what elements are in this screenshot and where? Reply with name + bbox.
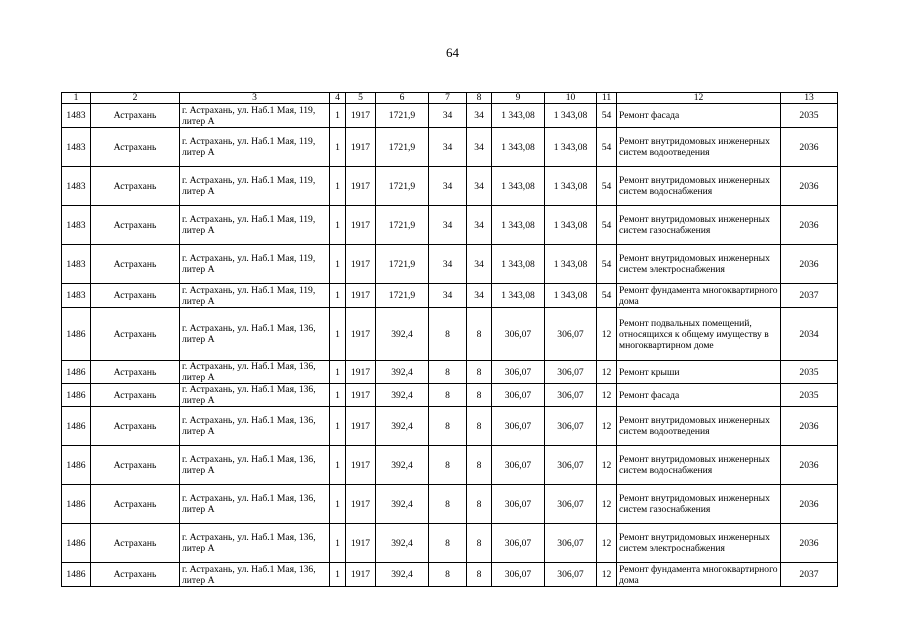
table-row — [62, 524, 838, 563]
table-row — [62, 446, 838, 485]
cell-city: Астрахань — [91, 384, 180, 407]
column-header: 9 — [492, 93, 545, 104]
cell-residential-area: 1 343,08 — [545, 167, 597, 206]
cell-count: 1 — [330, 524, 346, 563]
cell-work-type: Ремонт внутридомовых инженерных систем газоснабжения — [617, 206, 781, 245]
cell-address: г. Астрахань, ул. Наб.1 Мая, 119, литер А — [180, 128, 330, 167]
cell-area: 392,4 — [376, 308, 429, 361]
cell-total-premises: 34 — [429, 206, 467, 245]
cell-residential-premises: 34 — [467, 128, 492, 167]
cell-total-premises: 34 — [429, 104, 467, 128]
cell-count: 1 — [330, 104, 346, 128]
cell-residential-area: 306,07 — [545, 407, 597, 446]
cell-area: 1721,9 — [376, 245, 429, 284]
cell-year: 1917 — [346, 245, 376, 284]
cell-city: Астрахань — [91, 407, 180, 446]
cell-area: 1721,9 — [376, 284, 429, 308]
cell-residential-area: 1 343,08 — [545, 104, 597, 128]
cell-area: 1721,9 — [376, 128, 429, 167]
cell-object-id: 1483 — [62, 206, 91, 245]
cell-residential-premises: 8 — [467, 524, 492, 563]
cell-year: 1917 — [346, 563, 376, 587]
cell-address: г. Астрахань, ул. Наб.1 Мая, 136, литер А — [180, 407, 330, 446]
table-row — [62, 167, 838, 206]
cell-object-id: 1483 — [62, 167, 91, 206]
cell-city: Астрахань — [91, 308, 180, 361]
cell-residential-premises: 34 — [467, 206, 492, 245]
cell-count: 1 — [330, 206, 346, 245]
cell-residential-premises: 8 — [467, 361, 492, 384]
cell-residential-area: 306,07 — [545, 446, 597, 485]
cell-planned-year: 2036 — [781, 407, 838, 446]
cell-object-id: 1486 — [62, 446, 91, 485]
cell-residential-area: 1 343,08 — [545, 206, 597, 245]
cell-year: 1917 — [346, 384, 376, 407]
column-header: 10 — [545, 93, 597, 104]
cell-residents: 12 — [597, 446, 617, 485]
cell-residential-premises: 8 — [467, 446, 492, 485]
column-header: 11 — [597, 93, 617, 104]
cell-planned-year: 2036 — [781, 446, 838, 485]
cell-planned-year: 2037 — [781, 284, 838, 308]
cell-year: 1917 — [346, 308, 376, 361]
cell-total-premises: 8 — [429, 485, 467, 524]
cell-residential-premises: 34 — [467, 284, 492, 308]
cell-object-id: 1486 — [62, 485, 91, 524]
cell-area: 392,4 — [376, 407, 429, 446]
cell-address: г. Астрахань, ул. Наб.1 Мая, 119, литер А — [180, 284, 330, 308]
cell-city: Астрахань — [91, 563, 180, 587]
cell-work-type: Ремонт внутридомовых инженерных систем электроснабжения — [617, 245, 781, 284]
column-header: 3 — [180, 93, 330, 104]
cell-area: 392,4 — [376, 446, 429, 485]
cell-planned-year: 2035 — [781, 384, 838, 407]
cell-residential-area: 306,07 — [545, 308, 597, 361]
cell-total-area: 306,07 — [492, 524, 545, 563]
cell-work-type: Ремонт подвальных помещений, относящихся к общему имуществу в многоквартирном доме — [617, 308, 781, 361]
cell-count: 1 — [330, 446, 346, 485]
cell-address: г. Астрахань, ул. Наб.1 Мая, 136, литер А — [180, 384, 330, 407]
cell-residential-area: 306,07 — [545, 524, 597, 563]
cell-address: г. Астрахань, ул. Наб.1 Мая, 136, литер А — [180, 524, 330, 563]
cell-total-premises: 8 — [429, 563, 467, 587]
cell-year: 1917 — [346, 284, 376, 308]
table-row — [62, 407, 838, 446]
cell-residents: 12 — [597, 361, 617, 384]
cell-residents: 54 — [597, 104, 617, 128]
cell-total-premises: 34 — [429, 284, 467, 308]
cell-residential-area: 306,07 — [545, 384, 597, 407]
cell-planned-year: 2036 — [781, 167, 838, 206]
column-header: 1 — [62, 93, 91, 104]
cell-address: г. Астрахань, ул. Наб.1 Мая, 136, литер А — [180, 446, 330, 485]
cell-city: Астрахань — [91, 206, 180, 245]
cell-count: 1 — [330, 245, 346, 284]
cell-year: 1917 — [346, 407, 376, 446]
cell-area: 392,4 — [376, 485, 429, 524]
column-header: 4 — [330, 93, 346, 104]
cell-residential-area: 306,07 — [545, 563, 597, 587]
cell-total-area: 306,07 — [492, 384, 545, 407]
cell-planned-year: 2034 — [781, 308, 838, 361]
cell-object-id: 1483 — [62, 128, 91, 167]
cell-work-type: Ремонт крыши — [617, 361, 781, 384]
table-row — [62, 361, 838, 384]
cell-object-id: 1483 — [62, 104, 91, 128]
cell-residents: 54 — [597, 245, 617, 284]
cell-count: 1 — [330, 284, 346, 308]
cell-residential-premises: 34 — [467, 104, 492, 128]
cell-total-area: 1 343,08 — [492, 206, 545, 245]
cell-year: 1917 — [346, 167, 376, 206]
cell-residential-premises: 8 — [467, 407, 492, 446]
cell-planned-year: 2036 — [781, 524, 838, 563]
cell-residential-area: 306,07 — [545, 485, 597, 524]
cell-residential-premises: 8 — [467, 308, 492, 361]
cell-total-premises: 8 — [429, 384, 467, 407]
table-row — [62, 563, 838, 587]
cell-work-type: Ремонт внутридомовых инженерных систем водоотведения — [617, 128, 781, 167]
cell-object-id: 1486 — [62, 563, 91, 587]
cell-area: 392,4 — [376, 563, 429, 587]
cell-total-area: 1 343,08 — [492, 167, 545, 206]
cell-year: 1917 — [346, 104, 376, 128]
cell-city: Астрахань — [91, 446, 180, 485]
cell-total-premises: 8 — [429, 524, 467, 563]
cell-total-area: 306,07 — [492, 446, 545, 485]
cell-count: 1 — [330, 384, 346, 407]
cell-city: Астрахань — [91, 104, 180, 128]
cell-object-id: 1483 — [62, 245, 91, 284]
column-header: 5 — [346, 93, 376, 104]
cell-total-premises: 8 — [429, 308, 467, 361]
cell-residents: 54 — [597, 206, 617, 245]
table-row — [62, 104, 838, 128]
cell-residential-premises: 34 — [467, 245, 492, 284]
cell-total-area: 306,07 — [492, 308, 545, 361]
cell-address: г. Астрахань, ул. Наб.1 Мая, 119, литер А — [180, 104, 330, 128]
cell-residents: 12 — [597, 407, 617, 446]
cell-planned-year: 2036 — [781, 245, 838, 284]
cell-total-premises: 34 — [429, 167, 467, 206]
table-row — [62, 206, 838, 245]
table-row — [62, 308, 838, 361]
cell-area: 392,4 — [376, 524, 429, 563]
cell-count: 1 — [330, 485, 346, 524]
cell-work-type: Ремонт внутридомовых инженерных систем водоснабжения — [617, 446, 781, 485]
cell-area: 1721,9 — [376, 167, 429, 206]
cell-address: г. Астрахань, ул. Наб.1 Мая, 136, литер А — [180, 308, 330, 361]
cell-city: Астрахань — [91, 167, 180, 206]
table-row — [62, 284, 838, 308]
cell-total-area: 1 343,08 — [492, 284, 545, 308]
cell-residents: 12 — [597, 485, 617, 524]
cell-year: 1917 — [346, 206, 376, 245]
cell-total-area: 1 343,08 — [492, 128, 545, 167]
cell-work-type: Ремонт фундамента многоквартирного дома — [617, 563, 781, 587]
cell-work-type: Ремонт фундамента многоквартирного дома — [617, 284, 781, 308]
cell-work-type: Ремонт внутридомовых инженерных систем газоснабжения — [617, 485, 781, 524]
cell-total-area: 306,07 — [492, 361, 545, 384]
cell-total-premises: 8 — [429, 361, 467, 384]
table-row — [62, 128, 838, 167]
cell-residential-premises: 8 — [467, 485, 492, 524]
cell-total-premises: 34 — [429, 245, 467, 284]
table-row — [62, 384, 838, 407]
cell-total-premises: 8 — [429, 446, 467, 485]
cell-count: 1 — [330, 128, 346, 167]
cell-address: г. Астрахань, ул. Наб.1 Мая, 119, литер А — [180, 167, 330, 206]
cell-address: г. Астрахань, ул. Наб.1 Мая, 136, литер А — [180, 485, 330, 524]
cell-planned-year: 2036 — [781, 128, 838, 167]
cell-area: 392,4 — [376, 384, 429, 407]
cell-area: 1721,9 — [376, 104, 429, 128]
cell-count: 1 — [330, 361, 346, 384]
cell-total-premises: 8 — [429, 407, 467, 446]
cell-total-area: 1 343,08 — [492, 104, 545, 128]
column-header: 6 — [376, 93, 429, 104]
cell-city: Астрахань — [91, 284, 180, 308]
cell-residential-premises: 34 — [467, 167, 492, 206]
cell-total-area: 306,07 — [492, 407, 545, 446]
cell-object-id: 1486 — [62, 308, 91, 361]
cell-residents: 12 — [597, 563, 617, 587]
cell-residential-area: 1 343,08 — [545, 284, 597, 308]
cell-planned-year: 2036 — [781, 206, 838, 245]
cell-object-id: 1486 — [62, 384, 91, 407]
cell-city: Астрахань — [91, 524, 180, 563]
cell-work-type: Ремонт фасада — [617, 104, 781, 128]
cell-planned-year: 2037 — [781, 563, 838, 587]
column-number-row — [62, 93, 838, 104]
column-header: 2 — [91, 93, 180, 104]
cell-residents: 12 — [597, 384, 617, 407]
cell-year: 1917 — [346, 446, 376, 485]
column-header: 13 — [781, 93, 838, 104]
cell-count: 1 — [330, 167, 346, 206]
cell-area: 392,4 — [376, 361, 429, 384]
cell-total-area: 306,07 — [492, 485, 545, 524]
repair-schedule-table — [61, 92, 838, 587]
cell-planned-year: 2035 — [781, 361, 838, 384]
cell-total-area: 1 343,08 — [492, 245, 545, 284]
cell-year: 1917 — [346, 485, 376, 524]
cell-residents: 54 — [597, 128, 617, 167]
cell-work-type: Ремонт внутридомовых инженерных систем водоотведения — [617, 407, 781, 446]
cell-total-area: 306,07 — [492, 563, 545, 587]
cell-city: Астрахань — [91, 361, 180, 384]
cell-object-id: 1486 — [62, 361, 91, 384]
cell-city: Астрахань — [91, 128, 180, 167]
cell-city: Астрахань — [91, 485, 180, 524]
table-row — [62, 485, 838, 524]
cell-count: 1 — [330, 563, 346, 587]
column-header: 12 — [617, 93, 781, 104]
cell-residents: 12 — [597, 524, 617, 563]
cell-residential-area: 306,07 — [545, 361, 597, 384]
cell-residential-area: 1 343,08 — [545, 245, 597, 284]
cell-residents: 12 — [597, 308, 617, 361]
cell-work-type: Ремонт фасада — [617, 384, 781, 407]
cell-object-id: 1486 — [62, 524, 91, 563]
cell-count: 1 — [330, 407, 346, 446]
cell-planned-year: 2035 — [781, 104, 838, 128]
cell-year: 1917 — [346, 128, 376, 167]
cell-address: г. Астрахань, ул. Наб.1 Мая, 136, литер А — [180, 563, 330, 587]
cell-year: 1917 — [346, 361, 376, 384]
column-header: 8 — [467, 93, 492, 104]
cell-planned-year: 2036 — [781, 485, 838, 524]
cell-address: г. Астрахань, ул. Наб.1 Мая, 119, литер А — [180, 206, 330, 245]
cell-work-type: Ремонт внутридомовых инженерных систем водоснабжения — [617, 167, 781, 206]
cell-work-type: Ремонт внутридомовых инженерных систем электроснабжения — [617, 524, 781, 563]
cell-area: 1721,9 — [376, 206, 429, 245]
cell-city: Астрахань — [91, 245, 180, 284]
cell-year: 1917 — [346, 524, 376, 563]
cell-total-premises: 34 — [429, 128, 467, 167]
cell-residential-area: 1 343,08 — [545, 128, 597, 167]
cell-object-id: 1483 — [62, 284, 91, 308]
cell-residential-premises: 8 — [467, 563, 492, 587]
cell-residents: 54 — [597, 284, 617, 308]
cell-address: г. Астрахань, ул. Наб.1 Мая, 136, литер А — [180, 361, 330, 384]
page-number: 64 — [446, 45, 459, 60]
cell-count: 1 — [330, 308, 346, 361]
column-header: 7 — [429, 93, 467, 104]
cell-residential-premises: 8 — [467, 384, 492, 407]
cell-residents: 54 — [597, 167, 617, 206]
cell-address: г. Астрахань, ул. Наб.1 Мая, 119, литер А — [180, 245, 330, 284]
table-row — [62, 245, 838, 284]
cell-object-id: 1486 — [62, 407, 91, 446]
